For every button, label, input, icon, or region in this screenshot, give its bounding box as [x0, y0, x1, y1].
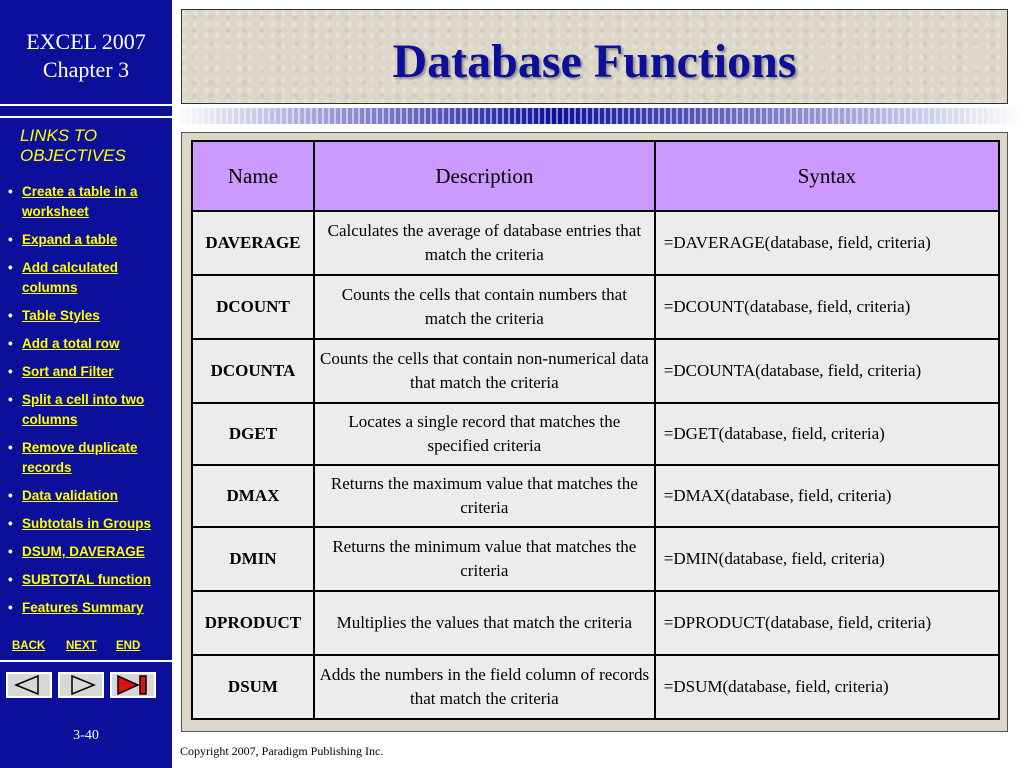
bullet-icon: •	[8, 232, 13, 247]
title-banner	[181, 9, 1008, 104]
link-total-row[interactable]: Add a total row	[22, 336, 120, 351]
function-syntax: =DPRODUCT(database, field, criteria)	[655, 591, 999, 655]
sidebar-divider	[0, 660, 172, 662]
link-subtotals-groups[interactable]: Subtotals in Groups	[22, 516, 152, 531]
function-description: Locates a single record that matches the specified criteria	[314, 403, 655, 465]
next-button[interactable]	[58, 672, 104, 698]
function-description: Counts the cells that contain non-numerical data that match the criteria	[314, 339, 655, 403]
table-row	[192, 527, 999, 591]
function-syntax: =DAVERAGE(database, field, criteria)	[655, 211, 999, 275]
right-arrow-icon	[60, 674, 102, 696]
functions-table	[191, 140, 1000, 720]
copyright-notice: Copyright 2007, Paradigm Publishing Inc.	[180, 744, 384, 758]
links-title-line-1: LINKS TO	[20, 126, 98, 145]
link-remove-duplicates[interactable]: Remove duplicate records	[22, 440, 138, 475]
next-link[interactable]: NEXT	[66, 640, 97, 652]
link-expand-table[interactable]: Expand a table	[22, 232, 118, 247]
header-syntax: Syntax	[655, 141, 999, 211]
chapter-line-2: Chapter 3	[42, 57, 130, 82]
list-item	[8, 334, 168, 354]
sidebar-divider	[0, 104, 172, 106]
nav-links	[0, 640, 172, 656]
sidebar	[0, 0, 172, 768]
function-description: Adds the numbers in the field column of records that match the criteria	[314, 655, 655, 719]
list-item	[8, 362, 168, 382]
header-description: Description	[314, 141, 655, 211]
bullet-icon: •	[8, 336, 13, 351]
table-row	[192, 339, 999, 403]
back-button[interactable]	[6, 672, 52, 698]
bullet-icon: •	[8, 600, 13, 615]
function-description: Returns the minimum value that matches the criteria	[314, 527, 655, 591]
table-header-row	[192, 141, 999, 211]
table-row	[192, 655, 999, 719]
link-create-table[interactable]: Create a table in a worksheet	[22, 184, 138, 219]
list-item	[8, 230, 168, 250]
list-item	[8, 514, 168, 534]
chapter-line-1: EXCEL 2007	[26, 29, 146, 54]
function-name: DMAX	[192, 465, 314, 527]
bullet-icon: •	[8, 364, 13, 379]
end-link[interactable]: END	[116, 640, 141, 652]
table-row	[192, 465, 999, 527]
link-subtotal-function[interactable]: SUBTOTAL function	[22, 572, 151, 587]
links-title	[20, 126, 160, 166]
function-syntax: =DGET(database, field, criteria)	[655, 403, 999, 465]
function-name: DGET	[192, 403, 314, 465]
list-item	[8, 598, 168, 618]
function-syntax: =DMIN(database, field, criteria)	[655, 527, 999, 591]
page-title: Database Functions	[392, 35, 797, 88]
link-dsum-daverage[interactable]: DSUM, DAVERAGE	[22, 544, 145, 559]
left-arrow-icon	[8, 674, 50, 696]
bullet-icon: •	[8, 516, 13, 531]
bullet-icon: •	[8, 184, 13, 199]
links-title-line-2: OBJECTIVES	[20, 146, 126, 165]
bullet-icon: •	[8, 308, 13, 323]
chapter-label	[0, 28, 172, 84]
function-name: DAVERAGE	[192, 211, 314, 275]
bullet-icon: •	[8, 488, 13, 503]
function-name: DMIN	[192, 527, 314, 591]
link-sort-filter[interactable]: Sort and Filter	[22, 364, 114, 379]
bullet-icon: •	[8, 392, 13, 407]
function-name: DCOUNT	[192, 275, 314, 339]
end-button[interactable]	[110, 672, 156, 698]
bullet-icon: •	[8, 572, 13, 587]
function-syntax: =DCOUNT(database, field, criteria)	[655, 275, 999, 339]
end-arrow-icon	[112, 674, 154, 696]
list-item	[8, 390, 168, 430]
link-split-cell[interactable]: Split a cell into two columns	[22, 392, 145, 427]
function-name: DPRODUCT	[192, 591, 314, 655]
link-features-summary[interactable]: Features Summary	[22, 600, 144, 615]
function-name: DCOUNTA	[192, 339, 314, 403]
function-description: Counts the cells that contain numbers that match the criteria	[314, 275, 655, 339]
function-description: Calculates the average of database entries that match the criteria	[314, 211, 655, 275]
header-name: Name	[192, 141, 314, 211]
content-panel	[181, 132, 1008, 732]
list-item	[8, 542, 168, 562]
function-name: DSUM	[192, 655, 314, 719]
table-row	[192, 211, 999, 275]
page-number: 3-40	[73, 728, 99, 743]
list-item	[8, 258, 168, 298]
function-description: Returns the maximum value that matches the criteria	[314, 465, 655, 527]
link-data-validation[interactable]: Data validation	[22, 488, 119, 503]
list-item	[8, 438, 168, 478]
bullet-icon: •	[8, 440, 13, 455]
bullet-icon: •	[8, 260, 13, 275]
objectives-list	[8, 182, 168, 626]
function-syntax: =DCOUNTA(database, field, criteria)	[655, 339, 999, 403]
list-item	[8, 182, 168, 222]
link-table-styles[interactable]: Table Styles	[22, 308, 100, 323]
list-item	[8, 306, 168, 326]
table-row	[192, 591, 999, 655]
function-syntax: =DMAX(database, field, criteria)	[655, 465, 999, 527]
function-syntax: =DSUM(database, field, criteria)	[655, 655, 999, 719]
link-calculated-columns[interactable]: Add calculated columns	[22, 260, 119, 295]
sidebar-divider	[0, 116, 172, 118]
list-item	[8, 486, 168, 506]
table-row	[192, 403, 999, 465]
function-description: Multiplies the values that match the criteria	[314, 591, 655, 655]
list-item	[8, 570, 168, 590]
bullet-icon: •	[8, 544, 13, 559]
decorative-stripe	[172, 108, 1024, 124]
table-row	[192, 275, 999, 339]
back-link[interactable]: BACK	[12, 640, 46, 652]
